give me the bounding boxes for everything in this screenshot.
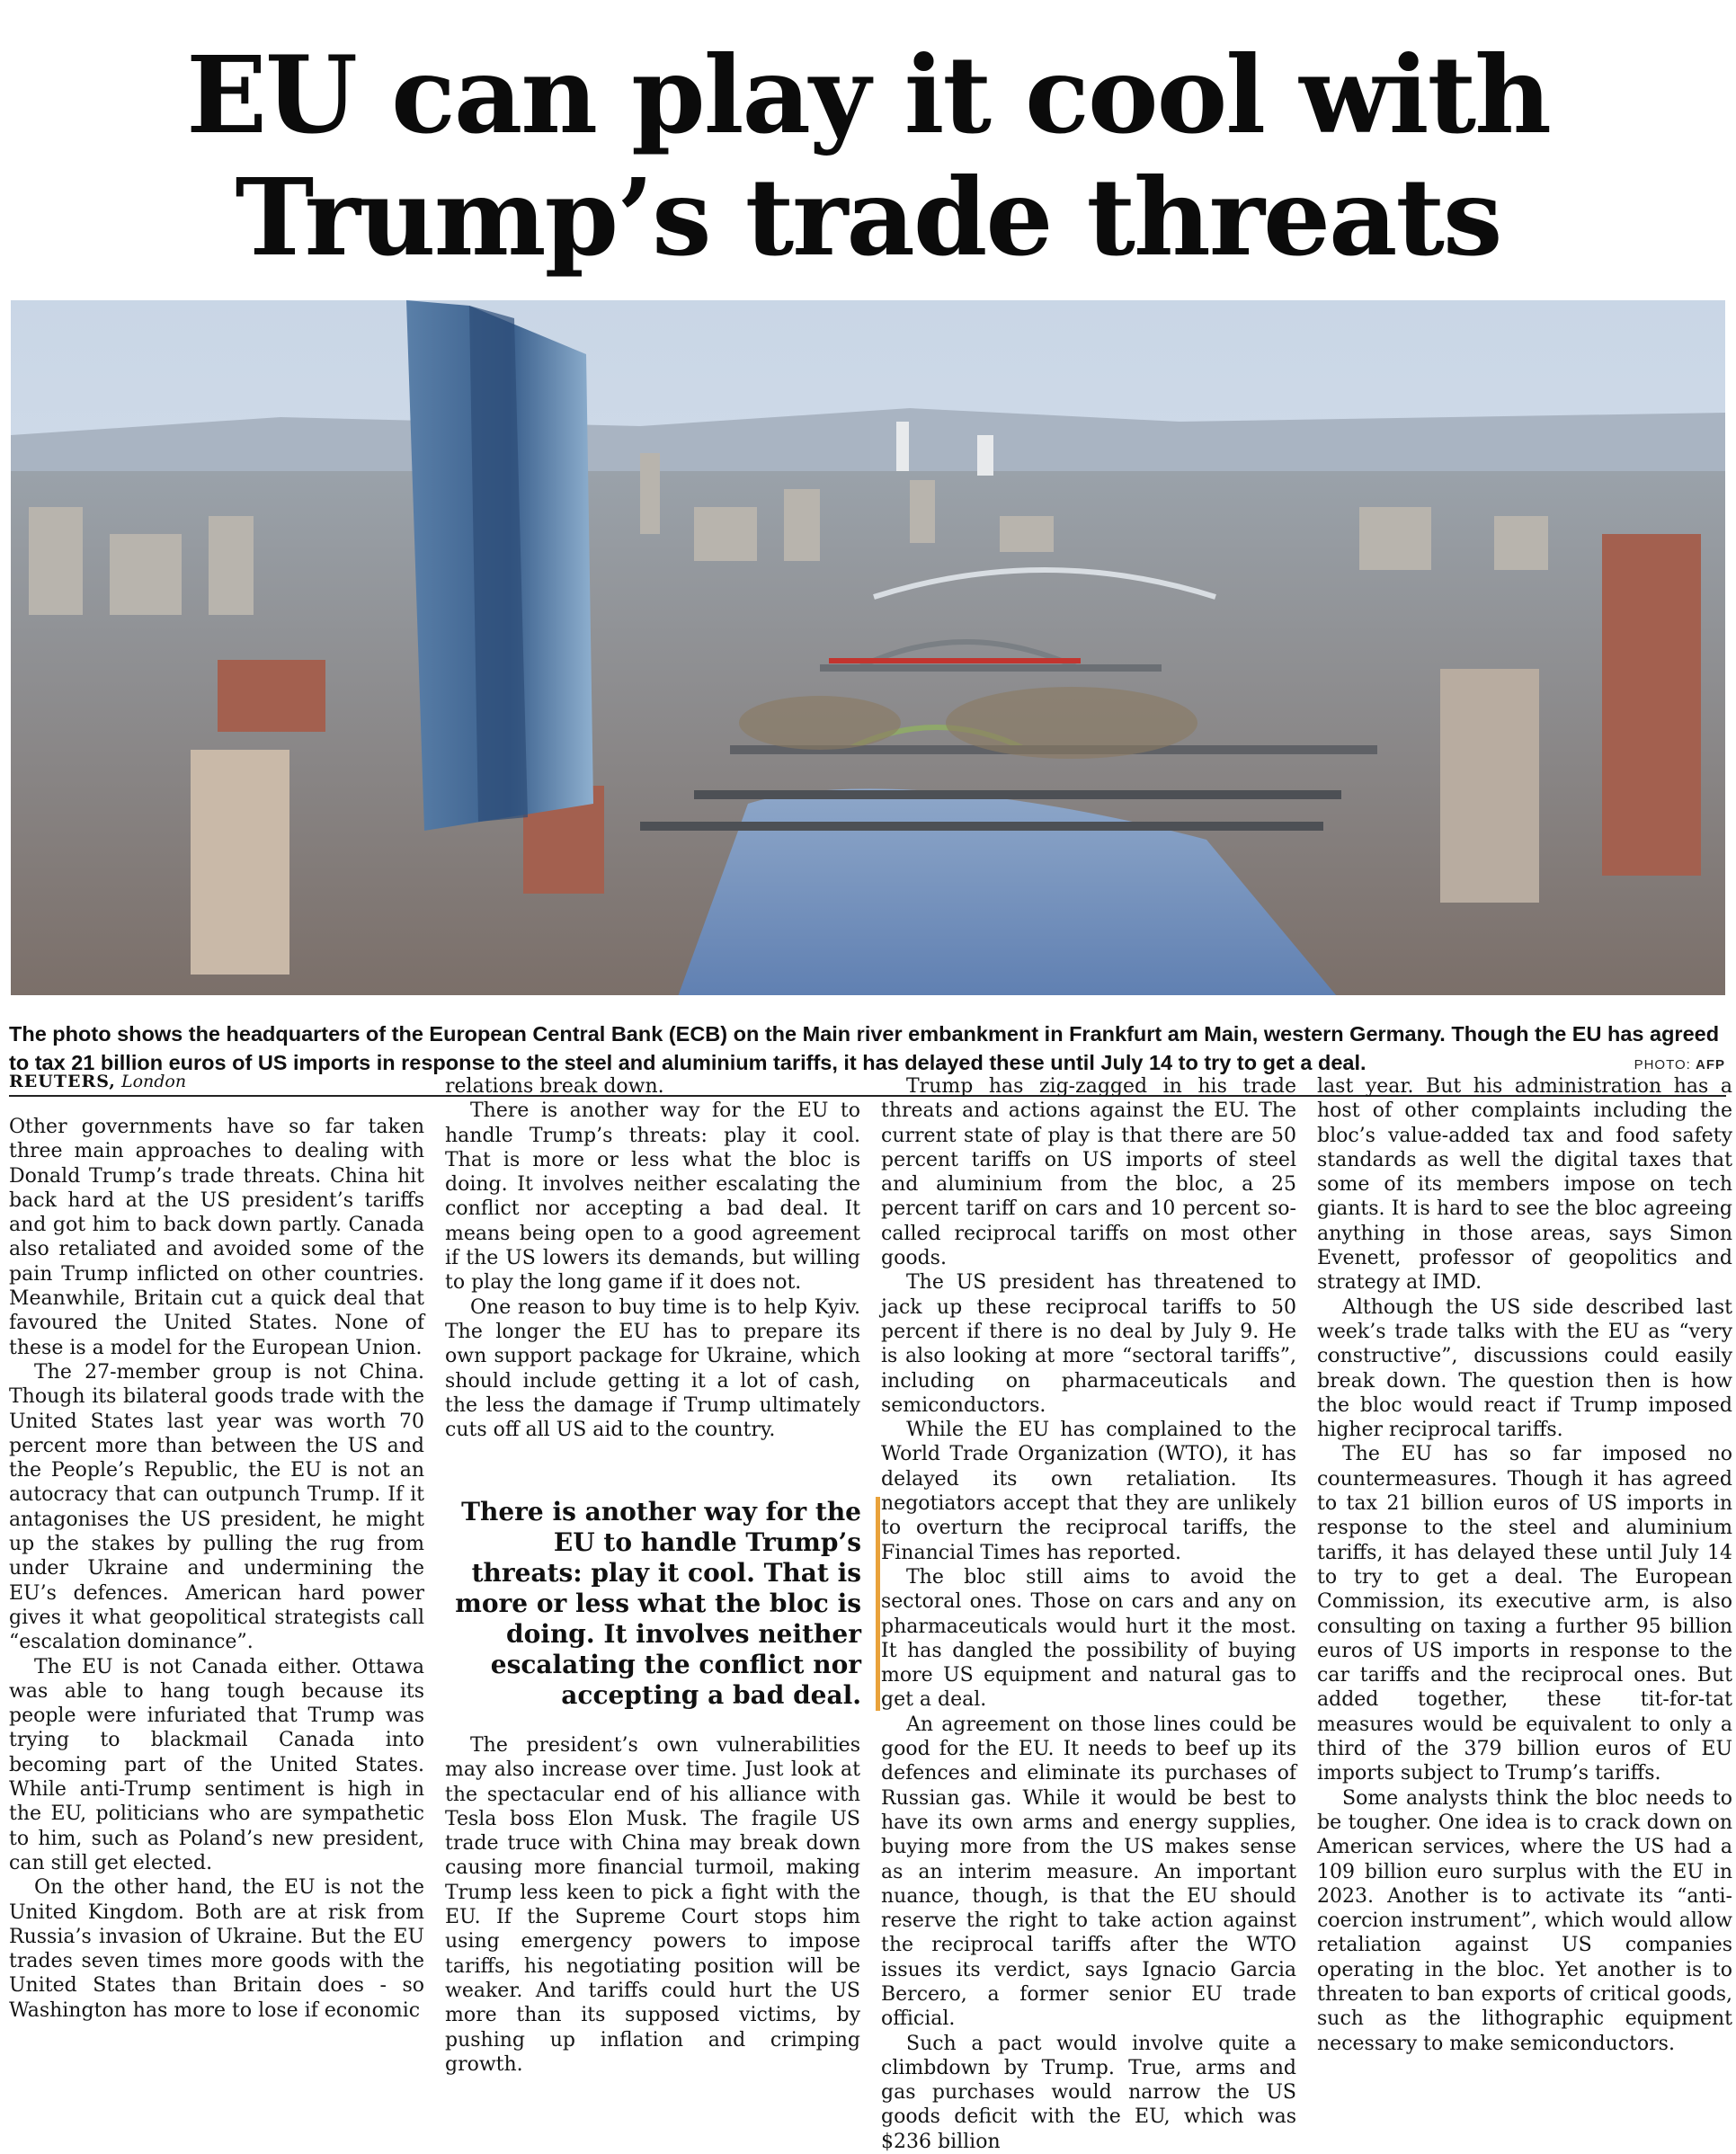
paragraph: The US president has threatened to jack up these reciprocal tariffs to 50 percent if there is no deal by July 9. He is also looking at more “sectoral tariffs”, including on pharmaceuticals and semiconductors. bbox=[881, 1271, 1296, 1417]
paragraph: Trump has zig-zagged in his trade threats and actions against the EU. The current state of play is that there are 50 percent tariffs on US imports of steel and aluminium from the bloc, a 25 percent tariff on cars and 10 percent so-called reciprocal tariffs on most other goods. bbox=[881, 1075, 1296, 1270]
paragraph: Such a pact would involve quite a climbdown by Trump. True, arms and gas purchases would narrow the US goods deficit with the EU, which was $236 billion bbox=[881, 2032, 1296, 2153]
paragraph: Some analysts think the bloc needs to be tougher. One idea is to crack down on American services, where the US had a 109 billion euro surplus with the EU in 2023. Another is to activate its “anti-coercion instrument”, which would allow retaliation against US companies operating in the bloc. Yet another is to threaten to ban exports of critical goods, such as the lithographic equipment necessary to make semiconductors. bbox=[1317, 1786, 1732, 2055]
paragraph: One reason to buy time is to help Kyiv. The longer the EU has to prepare its own support package for Ukraine, which should include getting it a lot of cash, the less the damage if Trump ultimately cuts off all US aid to the country. bbox=[445, 1295, 860, 1442]
paragraph: An agreement on those lines could be good for the EU. It needs to beef up its defences and eliminate its purchases of Russian gas. While it would be best to have its own arms and energy supplies, buying more from the US makes sense as an interim measure. An important nuance, though, is that the EU should reserve the right to take action against the reciprocal tariffs after the WTO issues its verdict, says Ignacio Garcia Bercero, a former senior EU trade official. bbox=[881, 1713, 1296, 2031]
photo-credit-source: AFP bbox=[1696, 1057, 1725, 1073]
photo-credit bbox=[1634, 1057, 1725, 1073]
paragraph: The president’s own vulnerabilities may also increase over time. Just look at the spectacular end of his alliance with Tesla boss Elon Musk. The fragile US trade truce with China may break down causing more financial turmoil, making Trump less keen to pick a fight with the EU. If the Supreme Court stops him using emergency powers to impose tariffs, his negotiating position will be weaker. And tariffs could hurt the US more than its supposed victims, by pushing up inflation and crimping growth. bbox=[445, 1734, 860, 2076]
news-photo bbox=[11, 300, 1725, 995]
paragraph: On the other hand, the EU is not the United Kingdom. Both are at risk from Russia’s invasion of Ukraine. But the EU trades seven times more goods with the United States than Britain does - so Washington has more to lose if economic bbox=[9, 1876, 424, 2022]
article-column-1 bbox=[9, 1115, 424, 2023]
paragraph: Other governments have so far taken three main approaches to dealing with Donald Trump’s trade threats. China hit back hard at the US president’s tariffs and got him to back down partly. Canada also retaliated and avoided some of the pain Trump inflicted on other countries. Meanwhile, Britain cut a quick deal that favoured the United States. None of these is a model for the European Union. bbox=[9, 1116, 424, 1359]
headline-line-1: EU can play it cool with bbox=[186, 32, 1550, 157]
paragraph: There is another way for the EU to handle Trump’s threats: play it cool. That is more or less what the bloc is doing. It involves neither escalating the conflict nor accepting a bad deal. It means being open to a good agreement if the US lowers its demands, but willing to play the long game if it does not. bbox=[445, 1099, 860, 1295]
headline-line-2: Trump’s trade threats bbox=[235, 155, 1501, 280]
article-column-2-top bbox=[445, 1074, 860, 1442]
photo-credit-label: PHOTO: bbox=[1634, 1057, 1691, 1073]
article-column-2-bottom bbox=[445, 1733, 860, 2077]
paragraph: Although the US side described last week’s trade talks with the EU as “very constructive”, discussions could easily break down. The question then is how the bloc would react if Trump imposed higher reciprocal tariffs. bbox=[1317, 1295, 1732, 1442]
paragraph: The EU has so far imposed no countermeasures. Though it has agreed to tax 21 billion euros of US imports in response to the steel and aluminium tariffs, it has delayed these until July 14 to try to get a deal. The European Commission, its executive arm, is also consulting on taxing a further 95 billion euros of US imports in response to the car tariffs and the reciprocal ones. But added together, these tit-for-tat measures would be equivalent to only a third of the 379 billion euros of EU imports subject to Trump’s tariffs. bbox=[1317, 1443, 1732, 1785]
pull-quote: There is another way for the EU to handle Trump’s threats: play it cool. That is more or less what the bloc is doing. It involves neither escalating the conflict nor accepting a bad deal. bbox=[448, 1497, 880, 1711]
paragraph: While the EU has complained to the World Trade Organization (WTO), it has delayed its own retaliation. Its negotiators accept that they are unlikely to overturn the reciprocal tariffs, the Financial Times has reported. bbox=[881, 1419, 1296, 1564]
photo-caption: The photo shows the headquarters of the European Central Bank (ECB) on the Main river embankment in Frankfurt am Main, western Germany. Though the EU has agreed to tax 21 billion euros of US imports in response to the steel and aluminium tariffs, it has delayed these until July 14 to try to get a deal. bbox=[9, 1022, 1720, 1074]
paragraph: The bloc still aims to avoid the sectoral ones. Those on cars and any on pharmaceuticals would hurt it the most. It has dangled the possibility of buying more US equipment and natural gas to get a deal. bbox=[881, 1565, 1296, 1712]
byline-agency: REUTERS, bbox=[9, 1072, 116, 1091]
paragraph: relations break down. bbox=[445, 1075, 664, 1098]
paragraph: The EU is not Canada either. Ottawa was able to hang tough because its people were infuriated that Trump was trying to blackmail Canada into becoming part of the United States. While anti-Trump sentiment is high in the EU, politicians who are sympathetic to him, such as Poland’s new president, can still get elected. bbox=[9, 1655, 424, 1874]
byline-location: London bbox=[120, 1072, 187, 1091]
article-column-3 bbox=[881, 1074, 1296, 2154]
headline bbox=[0, 34, 1736, 279]
paragraph: The 27-member group is not China. Though its bilateral goods trade with the United States last year was worth 70 percent more than between the US and the People’s Republic, the EU is not an autocracy that can outpunch Trump. If it antagonises the US president, he might up the stakes by pulling the rug from under Ukraine and undermining the EU’s defences. American hard power gives it what geopolitical strategists call “escalation dominance”. bbox=[9, 1360, 424, 1654]
byline bbox=[9, 1072, 186, 1091]
article-column-4 bbox=[1317, 1074, 1732, 2056]
paragraph: last year. But his administration has a host of other complaints including the bloc’s value-added tax and food safety standards as well the digital taxes that some of its members impose on tech giants. It is hard to see the bloc agreeing anything in those areas, says Simon Evenett, professor of geopolitics and strategy at IMD. bbox=[1317, 1075, 1732, 1295]
